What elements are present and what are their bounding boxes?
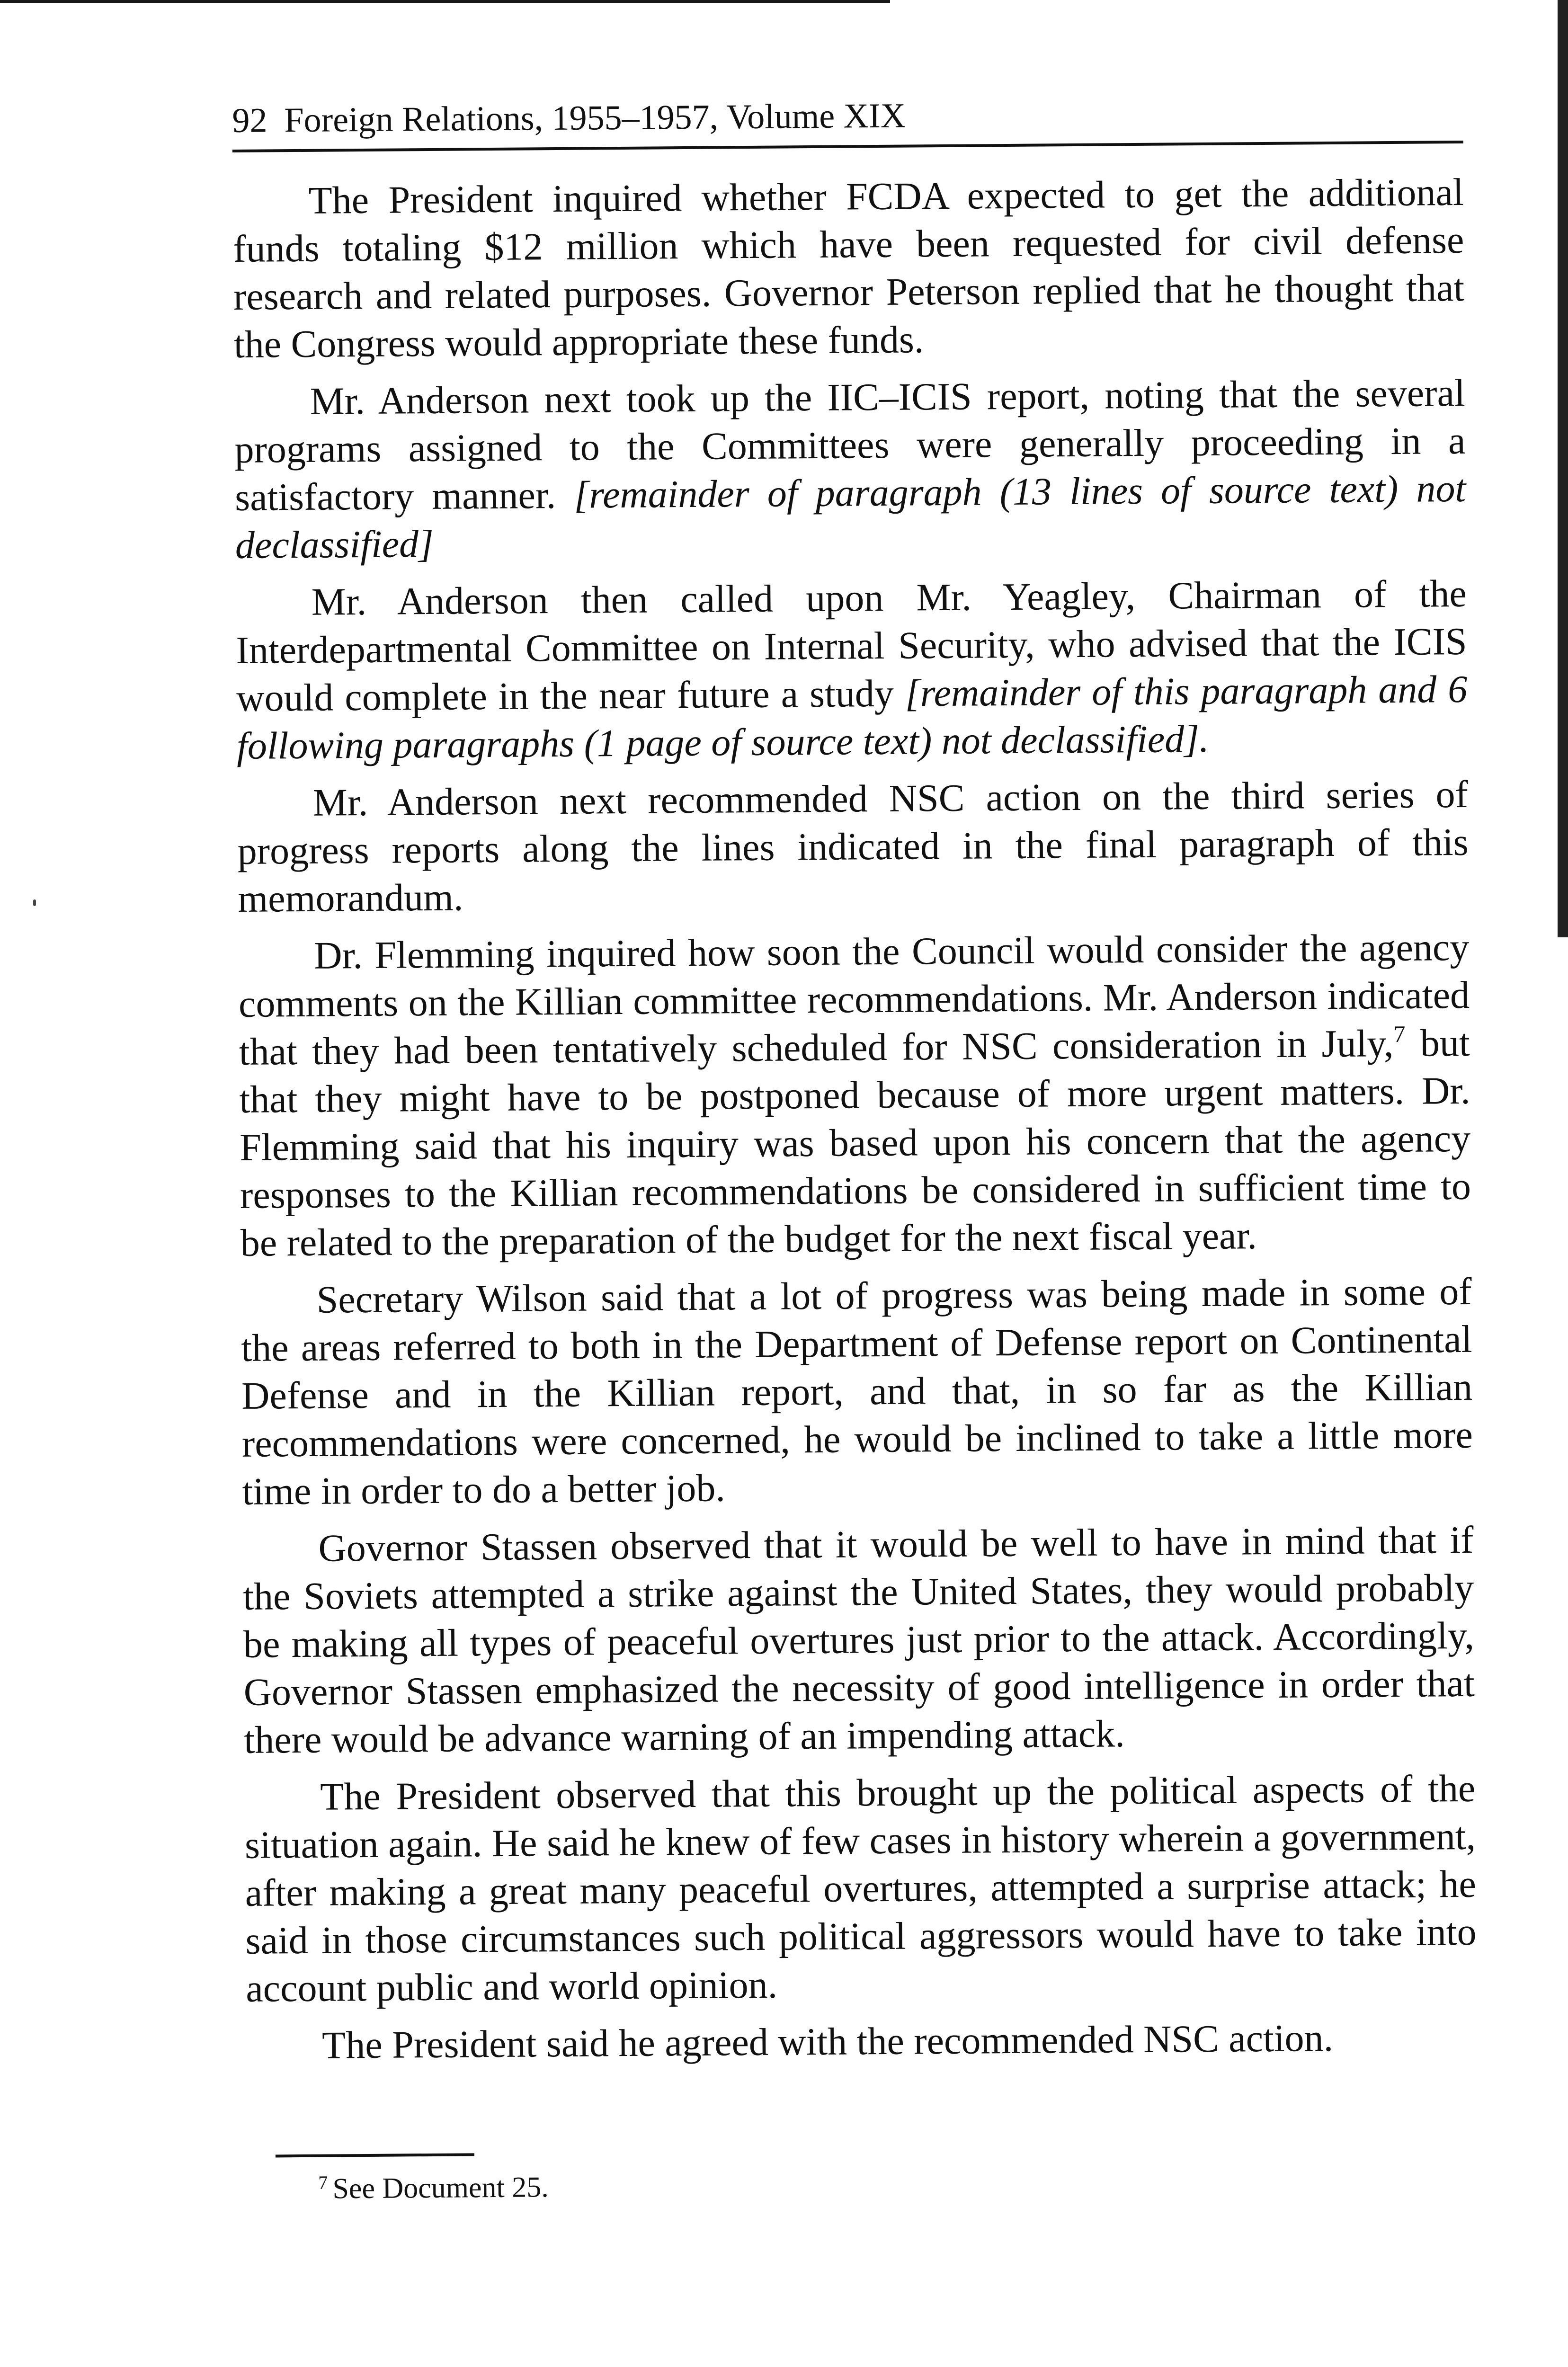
volume-title: Foreign Relations, 1955–1957, Volume XIX: [284, 96, 906, 140]
paragraph-governor-stassen: Governor Stassen observed that it would be well to have in mind that if the Soviets attempted a strike against the United States, they would probably be making all types of peaceful overtures just prior to the attack. Accordingly, Governor Stassen emphasized the necessity of good intelligence in order that there would be advance warning of an impending attack.: [242, 1518, 1475, 1762]
document-body: [232, 168, 1477, 2070]
scan-top-edge: [0, 0, 890, 3]
not-declassified-note: [remainder of paragraph (13 lines of source text) not declassified]: [235, 466, 1466, 567]
footnote-divider: [276, 2153, 474, 2157]
scan-right-edge: [1558, 0, 1568, 937]
paragraph-president-agreement: The President said he agreed with the recommended NSC action.: [321, 2016, 1334, 2067]
footnote: [318, 2159, 1479, 2210]
footnote-reference[interactable]: 7: [1393, 1020, 1406, 1048]
footnote-text: See Document 25.: [332, 2171, 549, 2205]
footnote-number: 7: [318, 2171, 328, 2193]
scan-speck: [33, 899, 36, 906]
running-head: [232, 86, 1463, 152]
paragraph-flemming-inquiry: Dr. Flemming inquired how soon the Council would consider the agency comments on the Killian committee recommendations. Mr. Anderson indicated that they had been tentatively scheduled for NSC consideration in July,$^7$ but that they might have to be postponed because of more urgent matters. Dr. Flemming said that his inquiry was based upon his concern that the agency responses to the Killian recommendations be considered in sufficient time to be related to the preparation of the budget for the next fiscal year.: [238, 925, 1471, 1264]
paragraph-iic-icis-report: Mr. Anderson next took up the IIC–ICIS report, noting that the several programs assigned to the Committees were generally proceeding in a satisfactory manner. [remainder of paragraph (13 lines of source text) not declassified]: [234, 371, 1466, 567]
paragraph-fcda-funds: The President inquired whether FCDA expected to get the additional funds totaling $12 million which have been requested for civil defense research and related purposes. Governor Peterson replied that he thought that the Congress would appropriate these funds.: [233, 170, 1465, 366]
not-declassified-note: [remainder of this paragraph and 6 following paragraphs (1 page of source text) not declassified].: [236, 667, 1468, 767]
page-number: 92: [232, 101, 267, 140]
document-page: [232, 86, 1479, 2211]
paragraph-secretary-wilson: Secretary Wilson said that a lot of progress was being made in some of the areas referred to both in the Department of Defense report on Continental Defense and in the Killian report, and that, in so far as the Killian recommendations were concerned, he would be inclined to take a little more time in order to do a better job.: [241, 1269, 1473, 1513]
paragraph-president-observation: The President observed that this brought up the political aspects of the situation again. He said he knew of few cases in history wherein a government, after making a great many peaceful overtures, attempted a surprise attack; he said in those circumstances such political aggressors would have to take into account public and world opinion.: [244, 1766, 1477, 2010]
paragraph-yeagley: Mr. Anderson then called upon Mr. Yeagley, Chairman of the Interdepartmental Committee on Internal Security, who advised that the ICIS would complete in the near future a study [remainder of this paragraph and 6 following paragraphs (1 page of source text) not declassified].: [236, 571, 1468, 767]
paragraph-nsc-action-recommendation: Mr. Anderson next recommended NSC action on the third series of progress reports along the lines indicated in the final paragraph of this memorandum.: [237, 772, 1469, 920]
